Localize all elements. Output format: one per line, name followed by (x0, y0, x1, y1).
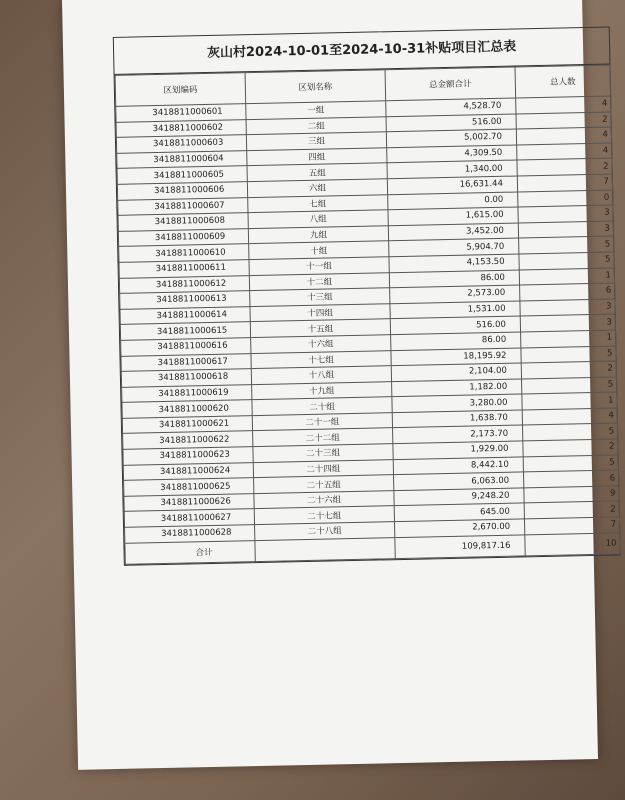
row-count: 5 (523, 423, 618, 441)
row-amount: 2,173.70 (393, 425, 523, 443)
row-amount: 4,153.50 (389, 254, 519, 272)
row-code: 3418811000622 (123, 431, 253, 449)
row-code: 3418811000624 (123, 462, 253, 480)
row-code: 3418811000617 (121, 353, 251, 371)
row-name: 十五组 (250, 319, 390, 338)
row-code: 3418811000625 (124, 478, 254, 496)
row-name: 二十一组 (252, 413, 392, 432)
row-count: 1 (521, 330, 616, 348)
row-amount: 1,615.00 (388, 207, 518, 225)
row-count: 3 (520, 314, 615, 332)
row-name: 十三组 (250, 288, 390, 307)
row-count: 6 (520, 283, 615, 301)
summary-table (115, 65, 621, 565)
summary-table-sheet (113, 27, 621, 566)
row-code: 3418811000609 (118, 228, 248, 246)
row-name: 八组 (248, 210, 388, 229)
row-count: 5 (519, 252, 614, 270)
row-amount: 86.00 (391, 332, 521, 350)
row-count: 3 (518, 205, 613, 223)
row-amount: 2,104.00 (391, 363, 521, 381)
row-amount: 4,528.70 (386, 98, 516, 116)
row-amount: 516.00 (390, 316, 520, 334)
row-name: 二十五组 (254, 475, 394, 494)
row-code: 3418811000626 (124, 493, 254, 511)
row-amount: 3,452.00 (388, 223, 518, 241)
header-code: 区划编码 (115, 73, 246, 107)
header-amount: 总金额合计 (385, 67, 516, 101)
row-name: 十八组 (251, 366, 391, 385)
row-amount: 3,280.00 (392, 394, 522, 412)
row-name: 二十组 (252, 397, 392, 416)
row-count: 5 (521, 345, 616, 363)
row-count: 9 (524, 486, 619, 504)
row-code: 3418811000614 (120, 306, 250, 324)
row-amount: 4,309.50 (387, 145, 517, 163)
row-code: 3418811000610 (119, 244, 249, 262)
row-amount: 645.00 (394, 503, 524, 521)
row-amount: 9,248.20 (394, 488, 524, 506)
row-amount: 1,182.00 (392, 379, 522, 397)
total-amount-cell: 109,817.16 (395, 535, 525, 559)
row-count: 4 (516, 127, 611, 145)
row-code: 3418811000608 (118, 213, 248, 231)
row-name: 十组 (249, 241, 389, 260)
row-name: 十一组 (249, 257, 389, 276)
row-count: 4 (517, 143, 612, 161)
row-code: 3418811000616 (121, 338, 251, 356)
row-amount: 1,531.00 (390, 301, 520, 319)
row-amount: 0.00 (388, 192, 518, 210)
row-code: 3418811000613 (120, 291, 250, 309)
row-code: 3418811000602 (116, 119, 246, 137)
row-code: 3418811000603 (116, 135, 246, 153)
row-code: 3418811000604 (117, 150, 247, 168)
row-count: 2 (524, 501, 619, 519)
total-label: 合计 (125, 540, 255, 564)
row-code: 3418811000612 (119, 275, 249, 293)
row-code: 3418811000615 (120, 322, 250, 340)
row-count: 1 (519, 268, 614, 286)
row-count: 1 (522, 392, 617, 410)
row-name: 十四组 (250, 303, 390, 322)
paper-sheet (62, 0, 617, 770)
row-name: 十九组 (252, 381, 392, 400)
row-count: 7 (517, 174, 612, 192)
row-name: 十七组 (251, 350, 391, 369)
table-body (116, 96, 620, 543)
row-name: 七组 (248, 194, 388, 213)
row-code: 3418811000607 (118, 197, 248, 215)
row-amount: 1,638.70 (392, 410, 522, 428)
row-name: 二组 (246, 116, 386, 135)
row-name: 十二组 (249, 272, 389, 291)
row-name: 三组 (246, 132, 386, 151)
row-amount: 2,573.00 (390, 285, 520, 303)
row-amount: 16,631.44 (387, 176, 517, 194)
row-code: 3418811000601 (116, 104, 246, 122)
row-count: 5 (519, 236, 614, 254)
row-code: 3418811000623 (123, 447, 253, 465)
row-count: 0 (518, 190, 613, 208)
row-name: 二十八组 (255, 522, 395, 541)
row-count: 5 (523, 455, 618, 473)
row-code: 3418811000620 (122, 400, 252, 418)
row-name: 五组 (247, 163, 387, 182)
row-code: 3418811000618 (121, 369, 251, 387)
row-name: 二十三组 (253, 444, 393, 463)
row-count: 3 (518, 221, 613, 239)
row-code: 3418811000627 (124, 509, 254, 527)
row-name: 二十二组 (253, 428, 393, 447)
document-title: 灰山村2024-10-01至2024-10-31补贴项目汇总表 (114, 28, 610, 75)
row-count: 6 (523, 470, 618, 488)
row-amount: 2,670.00 (394, 519, 524, 537)
total-name-cell (255, 537, 395, 561)
row-count: 4 (522, 408, 617, 426)
row-code: 3418811000606 (117, 182, 247, 200)
row-amount: 1,929.00 (393, 441, 523, 459)
row-amount: 5,002.70 (386, 129, 516, 147)
row-count: 2 (517, 158, 612, 176)
row-code: 3418811000628 (125, 525, 255, 543)
row-code: 3418811000621 (122, 415, 252, 433)
row-amount: 86.00 (389, 270, 519, 288)
row-name: 一组 (246, 101, 386, 120)
row-amount: 516.00 (386, 114, 516, 132)
row-amount: 5,904.70 (389, 238, 519, 256)
row-name: 二十四组 (253, 459, 393, 478)
row-name: 二十七组 (254, 506, 394, 525)
row-count: 2 (523, 439, 618, 457)
row-count: 7 (524, 517, 619, 535)
row-count: 2 (521, 361, 616, 379)
row-count: 3 (520, 299, 615, 317)
row-code: 3418811000605 (117, 166, 247, 184)
row-amount: 8,442.10 (393, 457, 523, 475)
row-count: 4 (516, 96, 611, 114)
row-name: 六组 (247, 179, 387, 198)
row-code: 3418811000619 (122, 384, 252, 402)
row-name: 四组 (247, 148, 387, 167)
row-count: 5 (522, 377, 617, 395)
row-name: 十六组 (251, 335, 391, 354)
row-name: 二十六组 (254, 491, 394, 510)
row-amount: 1,340.00 (387, 160, 517, 178)
row-count: 2 (516, 112, 611, 130)
total-count-cell: 10 (525, 533, 620, 556)
row-amount: 18,195.92 (391, 347, 521, 365)
row-code: 3418811000611 (119, 260, 249, 278)
row-name: 九组 (248, 225, 388, 244)
header-count: 总人数 (515, 65, 611, 98)
row-amount: 6,063.00 (394, 472, 524, 490)
header-name: 区划名称 (245, 70, 386, 104)
